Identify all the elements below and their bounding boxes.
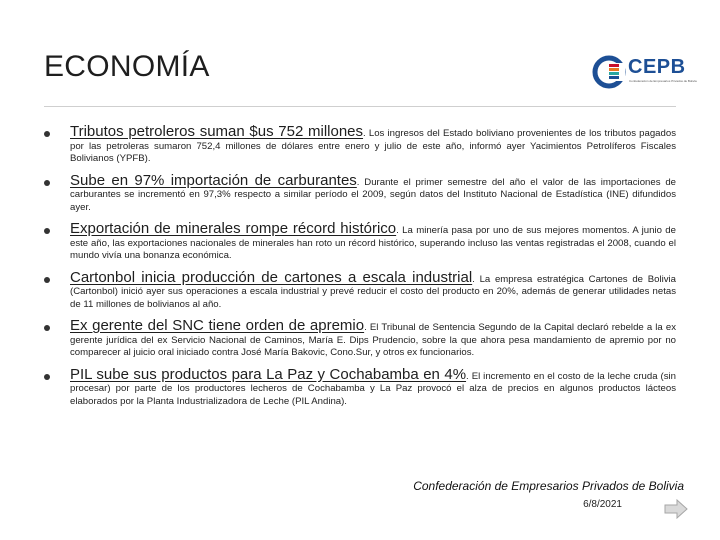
bullet-icon (44, 131, 50, 137)
bullet-icon (44, 325, 50, 331)
news-body: La minería pasa por uno de sus mejores momentos. A junio de este año, las exportaciones nacionales de minerales han roto un récord histórico, superando incluso las ventas registradas el 2008, cuando el mundo vivía una bonanza económica. (70, 225, 676, 261)
news-item: PIL sube sus productos para La Paz y Cochabamba en 4%. El incremento en el costo de la leche cruda (sin procesar) por parte de los productores lecheros de Cochabamba y La Paz provocó el alza de precios en algunos productos lácteos elaborados por la Planta Industrializadora de Leche (PIL Andina). (44, 369, 676, 409)
footer-date: 6/8/2021 (583, 499, 622, 510)
news-headline[interactable]: Tributos petroleros suman $us 752 millones (70, 123, 364, 140)
footer-organization: Confederación de Empresarios Privados de Bolivia (413, 479, 684, 493)
news-item: Tributos petroleros suman $us 752 millones. Los ingresos del Estado boliviano provenientes de los tributos pagados por las petroleras sumaron 752,4 millones de dólares entre enero y julio de este año, informó ayer Yacimientos Petrolíferos Fiscales Bolivianos (YPFB). (44, 126, 676, 166)
news-item: Exportación de minerales rompe récord histórico. La minería pasa por uno de sus mejores momentos. A junio de este año, las exportaciones nacionales de minerales han roto un récord histórico, superando incluso las ventas registradas el 2008, cuando el mundo vivía una bonanza económica. (44, 223, 676, 263)
cepb-emblem-icon (592, 55, 626, 89)
news-list (44, 123, 676, 417)
news-body: Durante el primer semestre del año el valor de las importaciones de carburantes se incrementó en 97,3% respecto a similar período el 2009, según datos del Instituto Nacional de Estadística (INE) difundidos ayer. (70, 176, 676, 213)
logo-text: CEPB (628, 56, 686, 78)
news-body: La empresa estratégica Cartones de Bolivia (Cartonbol) inició ayer sus operaciones a escala industrial y prevé reducir el costo del producto en 20%, además de generar utilidades netas de 11 millones de bolivianos al año. (70, 273, 676, 310)
news-headline[interactable]: PIL sube sus productos para La Paz y Cochabamba en 4% (70, 365, 467, 383)
cepb-logo (592, 55, 702, 91)
news-headline[interactable]: Exportación de minerales rompe récord histórico (70, 220, 397, 237)
logo-subtitle: Confederación de Empresarios Privados de Bolivia (629, 79, 697, 83)
news-item: Cartonbol inicia producción de cartones a escala industrial. La empresa estratégica Cartones de Bolivia (Cartonbol) inició ayer sus operaciones a escala industrial y prevé reducir el costo del producto en 20%, además de generar utilidades netas de 11 millones de bolivianos al año. (44, 272, 676, 312)
arrow-right-icon (663, 499, 689, 519)
news-item: Ex gerente del SNC tiene orden de apremio. El Tribunal de Sentencia Segundo de la Capital declaró rebelde a la ex gerente jurídica del ex Servicio Nacional de Caminos, María E. Dips Prudencio, sobre la que ahora pesa mandamiento de apremio por no comparecer al juicio oral iniciado contra José María Bakovic, Cono.Sur, y otros ex funcionarios. (44, 320, 676, 360)
bullet-icon (44, 277, 50, 283)
news-body: El Tribunal de Sentencia Segundo de la Capital declaró rebelde a la ex gerente jurídica del ex Servicio Nacional de Caminos, María E. Dips Prudencio, sobre la que ahora pesa mandamiento de apremio por no comparecer al juicio oral iniciado contra José María Bakovic, Cono.Sur, y otros ex funcionarios. (70, 322, 676, 358)
news-body: El incremento en el costo de la leche cruda (sin procesar) por parte de los productores lecheros de Cochabamba y La Paz provocó el alza de precios en algunos productos lácteos elaborados por la Planta Industrializadora de Leche (PIL Andina). (70, 370, 676, 407)
page-title: ECONOMÍA (44, 50, 210, 83)
news-headline[interactable]: Sube en 97% importación de carburantes (70, 171, 357, 189)
news-item: Sube en 97% importación de carburantes. Durante el primer semestre del año el valor de las importaciones de carburantes se incrementó en 97,3% respecto a similar período el 2009, según datos del Instituto Nacional de Estadística (INE) difundidos ayer. (44, 175, 676, 215)
news-body: Los ingresos del Estado boliviano provenientes de los tributos pagados por las petroleras sumaron 752,4 millones de dólares entre enero y julio de este año, informó ayer Yacimientos Petrolíferos Fiscales Bolivianos (YPFB). (70, 128, 676, 164)
news-headline[interactable]: Cartonbol inicia producción de cartones a escala industrial (70, 268, 473, 286)
title-divider (44, 106, 676, 107)
news-headline[interactable]: Ex gerente del SNC tiene orden de apremio (70, 317, 365, 334)
bullet-icon (44, 228, 50, 234)
bullet-icon (44, 374, 50, 380)
next-slide-button[interactable] (663, 499, 689, 519)
bullet-icon (44, 180, 50, 186)
